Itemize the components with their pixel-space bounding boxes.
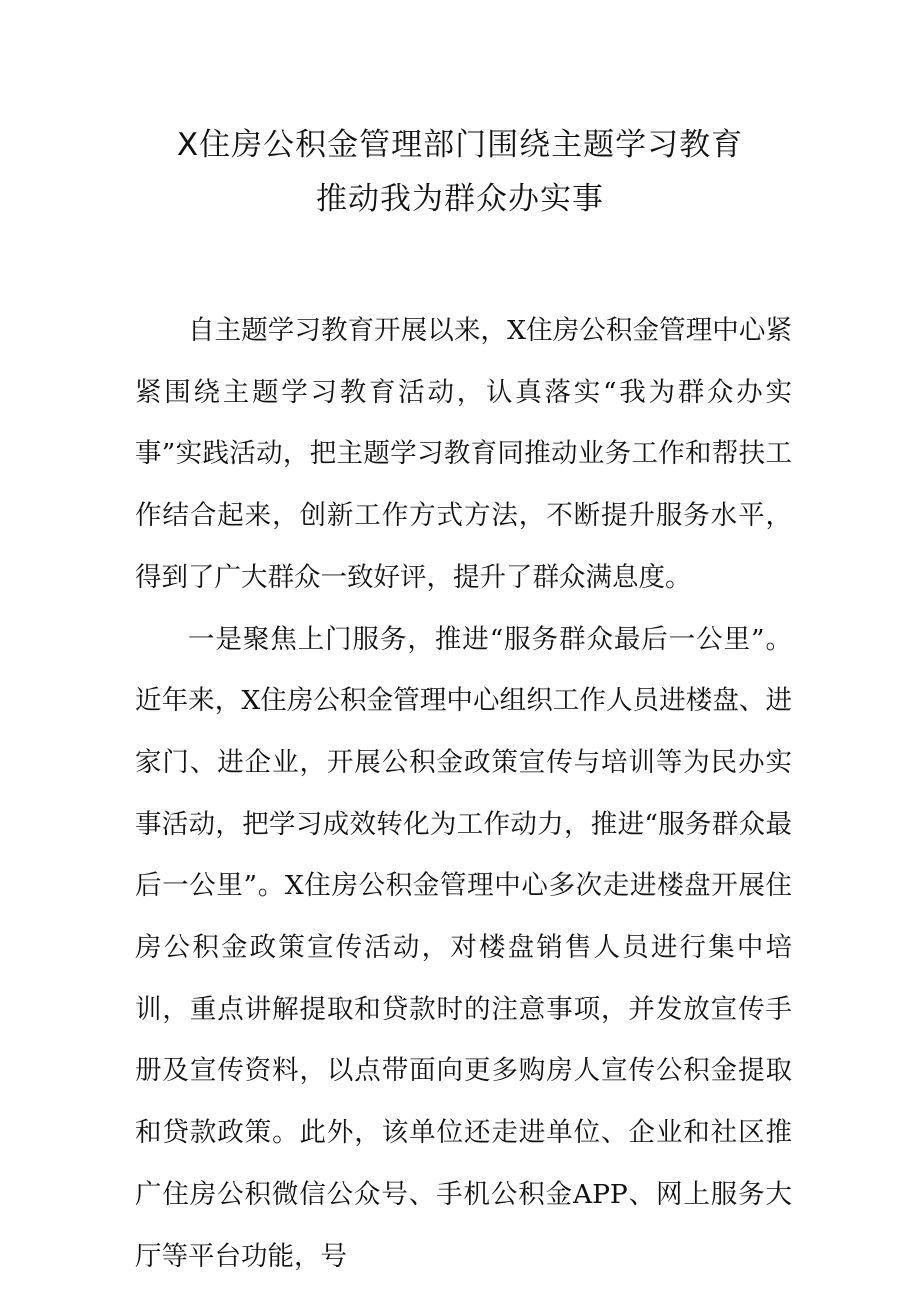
paragraph-door-service: 一是聚焦上门服务，推进“服务群众最后一公里”。近年来，X住房公积金管理中心组织工作人员进楼盘、进家门、进企业，开展公积金政策宣传与培训等为民办实事活动，把学习成效转化为工作动力，推进“服务群众最后一公里”。X住房公积金管理中心多次走进楼盘开展住房公积金政策宣传活动，对楼盘销售人员进行集中培训，重点讲解提取和贷款时的注意事项，并发放宣传手册及宣传资料，以点带面向更多购房人宣传公积金提取和贷款政策。此外，该单位还走进单位、企业和社区推广住房公积微信公众号、手机公积金APP、网上服务大厅等平台功能，号: [135, 623, 792, 1272]
title-line-1: X住房公积金管理部门围绕主题学习教育: [176, 127, 744, 163]
document-title: [0, 118, 920, 226]
paragraph-intro: 自主题学习教育开展以来，X住房公积金管理中心紧紧围绕主题学习教育活动，认真落实“我为群众办实事”实践活动，把主题学习教育同推动业务工作和帮扶工作结合起来，创新工作方式方法，不断提升服务水平，得到了广大群众一致好评，提升了群众满息度。: [135, 315, 792, 593]
document-body: [135, 300, 792, 1287]
title-line-2: 推动我为群众办实事: [316, 181, 604, 217]
